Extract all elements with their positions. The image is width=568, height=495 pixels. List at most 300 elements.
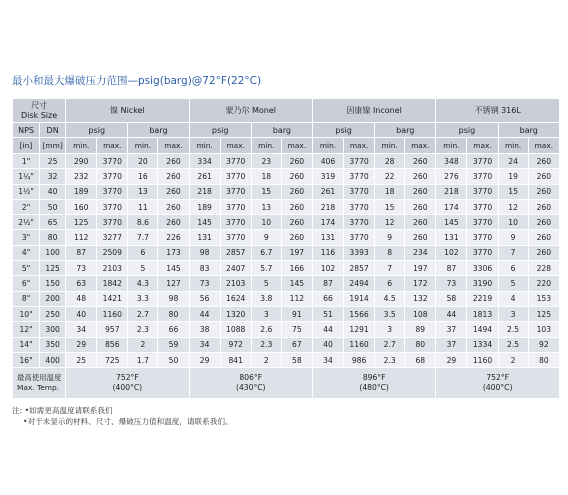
316l-psig-min-cell: 174 (436, 199, 467, 214)
inconel-psig-max-cell: 3770 (344, 154, 375, 169)
316l-barg-max-cell: 220 (528, 276, 559, 291)
note-line-2: •对于未显示的材料、尺寸、爆破压力值和温度，请联系我们。 (23, 417, 233, 426)
inconel-psig-max-cell: 3770 (344, 184, 375, 199)
inconel-barg-max-cell: 260 (405, 154, 436, 169)
monel-barg-min-cell: 2 (251, 352, 281, 367)
monel-psig-max-cell: 3770 (220, 154, 251, 169)
disk-size-header (13, 99, 66, 123)
316l-psig-min-cell: 131 (436, 230, 467, 245)
table-row (13, 245, 560, 260)
inconel-psig-min-cell: 66 (312, 291, 343, 306)
monel-psig-max-cell: 3770 (220, 230, 251, 245)
nickel-psig-max-cell: 3770 (97, 215, 128, 230)
inconel-barg-max-cell: 197 (405, 261, 436, 276)
monel-barg-max-cell: 75 (281, 322, 312, 337)
inconel-psig-min-cell: 218 (312, 199, 343, 214)
316l-psig-max-cell: 3306 (467, 261, 498, 276)
nps-header: NPS (13, 123, 40, 138)
monel-barg-min-cell: 13 (251, 199, 281, 214)
nickel-barg-max-cell: 260 (158, 169, 189, 184)
nickel-psig-min-cell: 73 (66, 261, 97, 276)
nickel-psig-min-cell: 87 (66, 245, 97, 260)
monel-barg-max-cell: 260 (281, 230, 312, 245)
monel-psig-min-cell: 334 (189, 154, 220, 169)
316l-barg-min-cell: 24 (498, 154, 528, 169)
inconel-psig-max-cell: 3770 (344, 199, 375, 214)
dn-cell: 125 (40, 261, 66, 276)
dn-cell: 40 (40, 184, 66, 199)
nps-cell: 5" (13, 261, 40, 276)
316l-barg-min-cell: 5 (498, 276, 528, 291)
316l-psig-min-cell: 37 (436, 322, 467, 337)
inconel-psig-max-cell: 1160 (344, 337, 375, 352)
monel-barg-max-cell: 67 (281, 337, 312, 352)
material-header-316l: 不锈钢 316L (436, 99, 560, 123)
inconel-barg-max-cell: 172 (405, 276, 436, 291)
nickel-psig-max-cell: 3277 (97, 230, 128, 245)
material-header-inconel: 因康镍 Inconel (312, 99, 435, 123)
nickel-psig-min-cell: 232 (66, 169, 97, 184)
nps-cell: 1" (13, 154, 40, 169)
inconel-psig-max-cell: 3393 (344, 245, 375, 260)
nickel-psig-max-cell: 1421 (97, 291, 128, 306)
nickel-barg-min-cell: 2 (128, 337, 158, 352)
max-temp-f: 752°F (116, 373, 139, 383)
max-temp-316l (436, 368, 560, 399)
monel-psig-min-cell: 83 (189, 261, 220, 276)
nickel-psig-min-cell: 125 (66, 215, 97, 230)
nickel-barg-min-cell: 3.3 (128, 291, 158, 306)
316l-barg-max-cell: 260 (528, 215, 559, 230)
nickel-barg-min-cell: 16 (128, 169, 158, 184)
footnotes (12, 405, 233, 427)
nickel-psig-max-cell: 957 (97, 322, 128, 337)
nps-cell: 6" (13, 276, 40, 291)
monel-psig-min-cell: 189 (189, 199, 220, 214)
monel-barg-max-cell: 260 (281, 169, 312, 184)
monel-barg-min-cell: 3.8 (251, 291, 281, 306)
nickel-psig-max-cell: 856 (97, 337, 128, 352)
monel-barg-min-cell: 18 (251, 169, 281, 184)
monel-barg-max-cell: 260 (281, 199, 312, 214)
nickel-psig-min-cell: 160 (66, 199, 97, 214)
monel-psig-min-cell: 218 (189, 184, 220, 199)
nps-cell: 14" (13, 337, 40, 352)
max-header: max. (467, 138, 498, 154)
table-row (13, 230, 560, 245)
nps-cell: 4" (13, 245, 40, 260)
316l-barg-min-cell: 2.5 (498, 322, 528, 337)
nickel-barg-max-cell: 260 (158, 154, 189, 169)
nickel-barg-max-cell: 260 (158, 184, 189, 199)
monel-barg-max-cell: 58 (281, 352, 312, 367)
316l-barg-max-cell: 260 (528, 245, 559, 260)
inconel-barg-min-cell: 9 (375, 230, 405, 245)
psig-header: psig (436, 123, 498, 138)
inconel-barg-min-cell: 2.7 (375, 337, 405, 352)
inconel-barg-max-cell: 260 (405, 184, 436, 199)
316l-barg-min-cell: 15 (498, 184, 528, 199)
nickel-psig-max-cell: 1160 (97, 306, 128, 321)
dn-cell: 200 (40, 291, 66, 306)
table-row (13, 276, 560, 291)
inconel-barg-min-cell: 3 (375, 322, 405, 337)
nps-cell: 12" (13, 322, 40, 337)
barg-header: barg (375, 123, 436, 138)
inconel-barg-min-cell: 6 (375, 276, 405, 291)
316l-psig-max-cell: 1160 (467, 352, 498, 367)
monel-barg-min-cell: 23 (251, 154, 281, 169)
monel-psig-max-cell: 2857 (220, 245, 251, 260)
table-row (13, 291, 560, 306)
316l-barg-min-cell: 4 (498, 291, 528, 306)
max-temp-c: (400°C) (112, 383, 143, 393)
mm-unit: [mm] (40, 138, 66, 154)
max-header: max. (97, 138, 128, 154)
inconel-barg-min-cell: 4.5 (375, 291, 405, 306)
nickel-barg-min-cell: 7.7 (128, 230, 158, 245)
nickel-psig-max-cell: 3770 (97, 199, 128, 214)
nps-cell: 3" (13, 230, 40, 245)
316l-psig-max-cell: 3770 (467, 245, 498, 260)
316l-barg-max-cell: 260 (528, 199, 559, 214)
max-temp-f: 896°F (362, 373, 386, 383)
nickel-psig-max-cell: 3770 (97, 184, 128, 199)
monel-psig-max-cell: 3770 (220, 184, 251, 199)
nickel-barg-min-cell: 8.6 (128, 215, 158, 230)
monel-barg-min-cell: 15 (251, 184, 281, 199)
table-row (13, 352, 560, 367)
monel-barg-min-cell: 6.7 (251, 245, 281, 260)
inconel-psig-max-cell: 3770 (344, 215, 375, 230)
nickel-barg-max-cell: 66 (158, 322, 189, 337)
max-temp-f: 806°F (239, 373, 263, 383)
monel-barg-min-cell: 5 (251, 276, 281, 291)
monel-psig-min-cell: 44 (189, 306, 220, 321)
monel-barg-min-cell: 2.6 (251, 322, 281, 337)
316l-psig-max-cell: 3770 (467, 184, 498, 199)
monel-psig-max-cell: 841 (220, 352, 251, 367)
inconel-barg-max-cell: 260 (405, 215, 436, 230)
table-row (13, 261, 560, 276)
316l-barg-max-cell: 125 (528, 306, 559, 321)
nps-cell: 2½" (13, 215, 40, 230)
316l-psig-min-cell: 29 (436, 352, 467, 367)
dn-cell: 250 (40, 306, 66, 321)
nickel-barg-max-cell: 80 (158, 306, 189, 321)
table-row (13, 154, 560, 169)
inconel-barg-max-cell: 234 (405, 245, 436, 260)
max-temp-f: 752°F (486, 373, 510, 383)
316l-barg-min-cell: 9 (498, 230, 528, 245)
nickel-barg-max-cell: 173 (158, 245, 189, 260)
monel-psig-max-cell: 1088 (220, 322, 251, 337)
monel-psig-max-cell: 3770 (220, 169, 251, 184)
monel-barg-max-cell: 91 (281, 306, 312, 321)
monel-psig-min-cell: 145 (189, 215, 220, 230)
316l-psig-min-cell: 102 (436, 245, 467, 260)
nickel-barg-min-cell: 1.7 (128, 352, 158, 367)
nps-cell: 16" (13, 352, 40, 367)
nickel-barg-min-cell: 4.3 (128, 276, 158, 291)
monel-barg-min-cell: 3 (251, 306, 281, 321)
monel-psig-max-cell: 972 (220, 337, 251, 352)
nickel-barg-max-cell: 145 (158, 261, 189, 276)
nickel-barg-min-cell: 2.3 (128, 322, 158, 337)
inconel-psig-min-cell: 34 (312, 352, 343, 367)
dn-cell: 80 (40, 230, 66, 245)
psig-header: psig (66, 123, 128, 138)
dn-cell: 400 (40, 352, 66, 367)
316l-psig-min-cell: 37 (436, 337, 467, 352)
max-temp-inconel (312, 368, 435, 399)
inconel-barg-min-cell: 3.5 (375, 306, 405, 321)
inconel-barg-min-cell: 22 (375, 169, 405, 184)
inconel-barg-min-cell: 7 (375, 261, 405, 276)
inconel-psig-min-cell: 406 (312, 154, 343, 169)
monel-psig-max-cell: 3770 (220, 215, 251, 230)
inconel-psig-max-cell: 3770 (344, 169, 375, 184)
nickel-psig-max-cell: 3770 (97, 169, 128, 184)
316l-psig-max-cell: 3190 (467, 276, 498, 291)
nps-cell: 8" (13, 291, 40, 306)
disk-size-label-en: Disk Size (21, 110, 58, 120)
table-row (13, 169, 560, 184)
material-header-nickel: 镍 Nickel (66, 99, 189, 123)
monel-psig-max-cell: 1320 (220, 306, 251, 321)
nickel-barg-min-cell: 11 (128, 199, 158, 214)
nickel-psig-min-cell: 48 (66, 291, 97, 306)
inconel-psig-min-cell: 174 (312, 215, 343, 230)
nps-cell: 10" (13, 306, 40, 321)
inconel-psig-min-cell: 116 (312, 245, 343, 260)
inconel-barg-min-cell: 8 (375, 245, 405, 260)
inconel-barg-min-cell: 18 (375, 184, 405, 199)
316l-barg-max-cell: 260 (528, 230, 559, 245)
316l-psig-max-cell: 3770 (467, 230, 498, 245)
min-header: min. (312, 138, 343, 154)
316l-psig-max-cell: 3770 (467, 215, 498, 230)
316l-psig-max-cell: 2219 (467, 291, 498, 306)
inconel-psig-min-cell: 87 (312, 276, 343, 291)
316l-barg-min-cell: 3 (498, 306, 528, 321)
note-label: 注: (12, 406, 23, 415)
316l-barg-max-cell: 92 (528, 337, 559, 352)
316l-barg-min-cell: 10 (498, 215, 528, 230)
max-header: max. (158, 138, 189, 154)
nickel-barg-min-cell: 2.7 (128, 306, 158, 321)
316l-psig-max-cell: 3770 (467, 154, 498, 169)
nickel-barg-min-cell: 5 (128, 261, 158, 276)
316l-psig-max-cell: 3770 (467, 169, 498, 184)
psig-header: psig (312, 123, 374, 138)
nickel-barg-max-cell: 226 (158, 230, 189, 245)
burst-pressure-table (12, 98, 560, 399)
316l-barg-max-cell: 260 (528, 169, 559, 184)
monel-psig-max-cell: 1624 (220, 291, 251, 306)
table-row (13, 322, 560, 337)
inch-unit: [in] (13, 138, 40, 154)
316l-barg-min-cell: 2.5 (498, 337, 528, 352)
nickel-barg-max-cell: 260 (158, 199, 189, 214)
inconel-barg-max-cell: 89 (405, 322, 436, 337)
316l-psig-min-cell: 87 (436, 261, 467, 276)
monel-barg-max-cell: 145 (281, 276, 312, 291)
table-row (13, 337, 560, 352)
nickel-psig-min-cell: 40 (66, 306, 97, 321)
inconel-psig-max-cell: 2494 (344, 276, 375, 291)
disk-size-label-cn: 尺寸 (31, 100, 48, 110)
nps-cell: 1½" (13, 184, 40, 199)
monel-barg-min-cell: 10 (251, 215, 281, 230)
monel-barg-max-cell: 260 (281, 215, 312, 230)
table-row (13, 184, 560, 199)
monel-barg-max-cell: 112 (281, 291, 312, 306)
inconel-barg-max-cell: 260 (405, 169, 436, 184)
nickel-psig-min-cell: 112 (66, 230, 97, 245)
nickel-barg-min-cell: 20 (128, 154, 158, 169)
inconel-barg-max-cell: 108 (405, 306, 436, 321)
monel-psig-min-cell: 34 (189, 337, 220, 352)
316l-psig-min-cell: 73 (436, 276, 467, 291)
316l-barg-min-cell: 19 (498, 169, 528, 184)
monel-barg-max-cell: 197 (281, 245, 312, 260)
min-header: min. (251, 138, 281, 154)
max-temp-label-cn: 最高使用温度 (17, 373, 62, 383)
monel-barg-max-cell: 166 (281, 261, 312, 276)
dn-cell: 150 (40, 276, 66, 291)
nickel-barg-max-cell: 127 (158, 276, 189, 291)
dn-header: DN (40, 123, 66, 138)
316l-barg-min-cell: 12 (498, 199, 528, 214)
dn-cell: 100 (40, 245, 66, 260)
monel-psig-min-cell: 261 (189, 169, 220, 184)
dn-cell: 25 (40, 154, 66, 169)
inconel-barg-min-cell: 15 (375, 199, 405, 214)
max-temp-label-en: Max. Temp. (17, 383, 60, 393)
nickel-psig-max-cell: 2509 (97, 245, 128, 260)
max-temp-c: (430°C) (235, 383, 266, 393)
nps-cell: 1¼" (13, 169, 40, 184)
nickel-psig-max-cell: 1842 (97, 276, 128, 291)
monel-psig-min-cell: 56 (189, 291, 220, 306)
min-header: min. (498, 138, 528, 154)
nickel-psig-max-cell: 2103 (97, 261, 128, 276)
316l-barg-max-cell: 103 (528, 322, 559, 337)
table-row (13, 215, 560, 230)
nickel-psig-min-cell: 290 (66, 154, 97, 169)
nickel-psig-min-cell: 34 (66, 322, 97, 337)
316l-barg-max-cell: 153 (528, 291, 559, 306)
316l-psig-min-cell: 145 (436, 215, 467, 230)
inconel-psig-max-cell: 2857 (344, 261, 375, 276)
nickel-psig-min-cell: 189 (66, 184, 97, 199)
inconel-psig-min-cell: 51 (312, 306, 343, 321)
inconel-barg-max-cell: 260 (405, 199, 436, 214)
inconel-psig-max-cell: 3770 (344, 230, 375, 245)
316l-barg-max-cell: 260 (528, 184, 559, 199)
monel-psig-min-cell: 29 (189, 352, 220, 367)
inconel-psig-min-cell: 102 (312, 261, 343, 276)
nickel-barg-max-cell: 50 (158, 352, 189, 367)
note-1 (12, 405, 233, 416)
barg-header: barg (498, 123, 559, 138)
monel-barg-max-cell: 260 (281, 184, 312, 199)
316l-psig-min-cell: 348 (436, 154, 467, 169)
max-header: max. (281, 138, 312, 154)
316l-psig-max-cell: 1813 (467, 306, 498, 321)
nickel-psig-min-cell: 29 (66, 337, 97, 352)
page-title: 最小和最大爆破压力范围—psig(barg)@72°F(22°C) (12, 75, 262, 87)
inconel-barg-max-cell: 68 (405, 352, 436, 367)
max-temp-nickel (66, 368, 189, 399)
max-temp-c: (400°C) (482, 383, 513, 393)
316l-barg-max-cell: 260 (528, 154, 559, 169)
nickel-psig-min-cell: 25 (66, 352, 97, 367)
note-line-1: •如需更高温度请联系我们 (24, 406, 113, 415)
max-header: max. (528, 138, 559, 154)
monel-barg-max-cell: 260 (281, 154, 312, 169)
monel-barg-min-cell: 2.3 (251, 337, 281, 352)
nickel-barg-min-cell: 6 (128, 245, 158, 260)
inconel-barg-max-cell: 132 (405, 291, 436, 306)
max-header: max. (220, 138, 251, 154)
monel-psig-min-cell: 73 (189, 276, 220, 291)
inconel-psig-min-cell: 131 (312, 230, 343, 245)
monel-psig-min-cell: 131 (189, 230, 220, 245)
nickel-barg-max-cell: 260 (158, 215, 189, 230)
inconel-barg-min-cell: 12 (375, 215, 405, 230)
psig-header: psig (189, 123, 251, 138)
max-header: max. (344, 138, 375, 154)
nickel-barg-max-cell: 98 (158, 291, 189, 306)
min-header: min. (375, 138, 405, 154)
min-header: min. (66, 138, 97, 154)
monel-barg-min-cell: 9 (251, 230, 281, 245)
material-header-monel: 蒙乃尔 Monel (189, 99, 312, 123)
inconel-psig-max-cell: 1566 (344, 306, 375, 321)
inconel-psig-max-cell: 986 (344, 352, 375, 367)
max-temp-label (13, 368, 66, 399)
max-temp-c: (480°C) (359, 383, 389, 393)
316l-barg-min-cell: 6 (498, 261, 528, 276)
table-row (13, 306, 560, 321)
inconel-psig-min-cell: 319 (312, 169, 343, 184)
nickel-psig-min-cell: 63 (66, 276, 97, 291)
min-header: min. (128, 138, 158, 154)
316l-barg-min-cell: 2 (498, 352, 528, 367)
monel-psig-max-cell: 2407 (220, 261, 251, 276)
316l-barg-max-cell: 228 (528, 261, 559, 276)
dn-cell: 350 (40, 337, 66, 352)
316l-psig-min-cell: 44 (436, 306, 467, 321)
316l-psig-min-cell: 276 (436, 169, 467, 184)
316l-psig-min-cell: 58 (436, 291, 467, 306)
dn-cell: 50 (40, 199, 66, 214)
nps-cell: 2" (13, 199, 40, 214)
316l-psig-max-cell: 1334 (467, 337, 498, 352)
max-temp-monel (189, 368, 312, 399)
inconel-psig-max-cell: 1914 (344, 291, 375, 306)
barg-header: barg (128, 123, 189, 138)
inconel-psig-min-cell: 44 (312, 322, 343, 337)
monel-psig-min-cell: 38 (189, 322, 220, 337)
monel-barg-min-cell: 5.7 (251, 261, 281, 276)
min-header: min. (189, 138, 220, 154)
inconel-psig-min-cell: 40 (312, 337, 343, 352)
316l-psig-max-cell: 3770 (467, 199, 498, 214)
barg-header: barg (251, 123, 312, 138)
